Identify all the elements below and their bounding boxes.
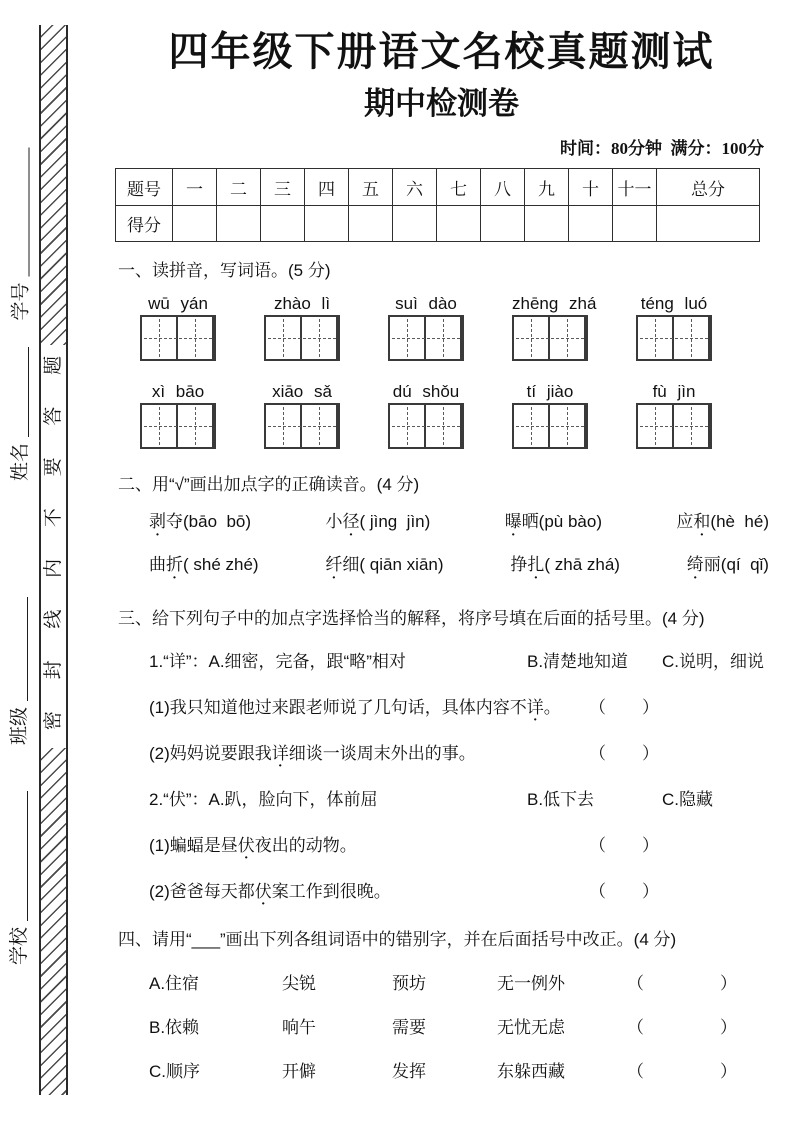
score-value-row bbox=[116, 205, 759, 241]
dotted-char: 伏 bbox=[254, 882, 272, 901]
word-group bbox=[512, 381, 588, 449]
word-group bbox=[388, 293, 464, 361]
answer-bracket bbox=[627, 972, 737, 995]
word-item: B.依赖 bbox=[149, 1018, 200, 1037]
score-column-header: 三 bbox=[261, 169, 305, 205]
page-title: 四年级下册语文名校真题测试 bbox=[168, 29, 715, 74]
dotted-char: 详 bbox=[271, 744, 289, 763]
hatch-pattern-top bbox=[41, 25, 66, 345]
pronunciation-item bbox=[676, 510, 769, 534]
definition-option-b: B.低下去 bbox=[527, 790, 595, 809]
score-value-cell bbox=[393, 206, 437, 241]
word-item: 无忧无虑 bbox=[497, 1018, 565, 1037]
pronunciation-item bbox=[325, 510, 430, 534]
writing-grid bbox=[512, 315, 588, 361]
pronunciation-choice-area bbox=[115, 510, 768, 577]
writing-grid bbox=[264, 315, 340, 361]
word-group bbox=[264, 293, 340, 361]
writing-grid bbox=[388, 403, 464, 449]
dotted-char: 折 bbox=[166, 555, 183, 574]
score-column-header: 七 bbox=[437, 169, 481, 205]
writing-grid bbox=[636, 315, 712, 361]
word-group bbox=[512, 293, 597, 361]
writing-grid bbox=[512, 403, 588, 449]
word-group bbox=[636, 381, 712, 449]
score-column-header: 总分 bbox=[691, 179, 725, 199]
sentence-text: 晒(pù bào) bbox=[521, 512, 603, 531]
exam-meta: 时间：80分钟 满分：100分 bbox=[560, 139, 764, 158]
pronunciation-item bbox=[687, 553, 769, 577]
definition-option-c: C.隐藏 bbox=[662, 790, 713, 809]
sentence-text: 细( qiān xiān) bbox=[342, 555, 444, 574]
typo-row bbox=[149, 1016, 768, 1039]
sentence-text: 。 bbox=[543, 698, 561, 717]
section1-heading: 一、读拼音，写词语。(5 分) bbox=[118, 261, 331, 280]
definition-sentence-row bbox=[149, 880, 768, 903]
answer-bracket bbox=[589, 696, 659, 719]
definition-option-a: 1.“详”：A.细密，完备，跟“略”相对 bbox=[149, 652, 406, 671]
pinyin-label: xiāo sǎ bbox=[272, 382, 332, 401]
word-item: 需要 bbox=[392, 1018, 426, 1037]
score-value-cell bbox=[657, 206, 759, 241]
pinyin-label: suì dào bbox=[395, 294, 457, 313]
word-item: 发挥 bbox=[392, 1062, 426, 1081]
typo-correction-area bbox=[115, 972, 768, 1083]
dotted-char: 曝 bbox=[504, 512, 522, 531]
section3-heading: 三、给下列句子中的加点字选择恰当的解释，将序号填在后面的括号里。(4 分) bbox=[118, 609, 705, 628]
writing-grid bbox=[636, 403, 712, 449]
grid-dashed-midline bbox=[640, 426, 708, 427]
definition-choice-area bbox=[115, 650, 768, 903]
writing-grid bbox=[388, 315, 464, 361]
pronunciation-row bbox=[149, 553, 769, 577]
score-value-cell bbox=[217, 206, 261, 241]
bracket-close: ） bbox=[720, 974, 737, 993]
definition-sentence bbox=[149, 880, 589, 903]
score-corner-cell: 题号 bbox=[116, 169, 173, 205]
pronunciation-item bbox=[149, 553, 259, 577]
score-header-row bbox=[116, 169, 759, 205]
grid-dashed-midline bbox=[144, 426, 212, 427]
grid-dashed-midline bbox=[516, 426, 584, 427]
score-value-cell bbox=[261, 206, 305, 241]
dotted-char: 剥 bbox=[149, 512, 166, 531]
definition-lead bbox=[149, 650, 768, 673]
bracket-open: （ bbox=[627, 974, 644, 993]
pronunciation-item bbox=[505, 510, 602, 534]
word-group bbox=[264, 381, 340, 449]
answer-bracket bbox=[589, 834, 659, 857]
definition-sentence bbox=[149, 834, 589, 857]
score-value-cell bbox=[569, 206, 613, 241]
pinyin-label: zhēng zhá bbox=[512, 294, 597, 313]
hatch-pattern-bottom bbox=[41, 748, 66, 1095]
score-value-cell bbox=[349, 206, 393, 241]
word-item: 无一例外 bbox=[497, 974, 565, 993]
word-item: 尖锐 bbox=[282, 974, 316, 993]
sentence-text: 丽(qí qǐ) bbox=[703, 555, 769, 574]
score-column-header: 十 bbox=[569, 169, 613, 205]
pinyin-grid-row bbox=[140, 381, 712, 449]
bracket-open: （ bbox=[627, 1062, 644, 1081]
field-label-name: 姓名 bbox=[10, 442, 31, 481]
pinyin-label: wū yán bbox=[148, 294, 208, 313]
score-column-header: 八 bbox=[481, 169, 525, 205]
sentence-text: 小 bbox=[325, 512, 343, 531]
field-label-school: 学校 bbox=[9, 926, 30, 965]
bracket-close: ） bbox=[642, 744, 659, 763]
field-label-student-number: 学号 bbox=[10, 282, 32, 321]
score-value-cell bbox=[437, 206, 481, 241]
student-number-field bbox=[8, 146, 34, 321]
sentence-text: (1)我只知道他过来跟老师说了几句话，具体内容不 bbox=[149, 698, 527, 717]
score-column-header: 五 bbox=[349, 169, 393, 205]
page-subtitle: 期中检测卷 bbox=[364, 86, 519, 121]
pronunciation-item bbox=[149, 510, 251, 534]
dotted-char: 径 bbox=[342, 512, 360, 531]
bracket-open: （ bbox=[589, 698, 606, 717]
bracket-close: ） bbox=[720, 1062, 737, 1081]
pinyin-label: téng luó bbox=[640, 294, 708, 313]
score-table bbox=[115, 168, 760, 242]
sentence-text: ( zhā zhá) bbox=[544, 555, 620, 574]
word-group bbox=[636, 293, 712, 361]
bracket-close: ） bbox=[642, 836, 659, 855]
writing-grid bbox=[264, 403, 340, 449]
bracket-open: （ bbox=[589, 882, 606, 901]
definition-sentence-row bbox=[149, 696, 768, 719]
sentence-text: (hè hé) bbox=[710, 512, 769, 531]
word-item: A.住宿 bbox=[149, 974, 200, 993]
grid-dashed-midline bbox=[516, 338, 584, 339]
main-content bbox=[115, 0, 768, 1083]
word-item: 开僻 bbox=[282, 1062, 316, 1081]
dotted-char: 绮 bbox=[686, 555, 704, 574]
score-value-cell bbox=[305, 206, 349, 241]
grid-dashed-midline bbox=[268, 426, 336, 427]
grid-dashed-midline bbox=[640, 338, 708, 339]
sentence-text: 细谈一谈周末外出的事。 bbox=[288, 744, 476, 763]
school-field bbox=[6, 789, 32, 965]
word-item: 响午 bbox=[282, 1018, 316, 1037]
definition-sentence-row bbox=[149, 834, 768, 857]
score-column-header: 十一 bbox=[613, 169, 657, 205]
pinyin-label: tí jiào bbox=[526, 382, 574, 401]
section2-heading: 二、用“√”画出加点字的正确读音。(4 分) bbox=[118, 475, 420, 494]
word-group bbox=[140, 293, 216, 361]
dotted-char: 纤 bbox=[325, 555, 343, 574]
definition-sentence-row bbox=[149, 742, 768, 765]
score-column-header: 一 bbox=[173, 169, 217, 205]
pinyin-label: zhào lì bbox=[273, 294, 331, 313]
section4-heading: 四、请用“___”画出下列各组词语中的错别字，并在后面括号中改正。(4 分) bbox=[118, 930, 677, 949]
writing-grid bbox=[140, 315, 216, 361]
sentence-text: 案工作到很晚。 bbox=[271, 882, 391, 901]
score-value-cell bbox=[613, 206, 657, 241]
pronunciation-item bbox=[510, 553, 620, 577]
pronunciation-item bbox=[325, 553, 443, 577]
score-value-cell bbox=[173, 206, 217, 241]
field-label-class: 班级 bbox=[9, 706, 30, 745]
score-column-header: 四 bbox=[305, 169, 349, 205]
definition-option-c: C.说明，细说 bbox=[662, 652, 764, 671]
dotted-char: 详 bbox=[526, 698, 544, 717]
grid-dashed-midline bbox=[144, 338, 212, 339]
field-blank-line bbox=[27, 791, 28, 921]
answer-bracket bbox=[589, 742, 659, 765]
word-item: 东躲西藏 bbox=[497, 1062, 565, 1081]
score-column-header: 六 bbox=[393, 169, 437, 205]
answer-bracket bbox=[589, 880, 659, 903]
word-group bbox=[388, 381, 464, 449]
score-value-cell bbox=[525, 206, 569, 241]
grid-dashed-midline bbox=[392, 338, 460, 339]
typo-row bbox=[149, 1060, 768, 1083]
typo-row bbox=[149, 972, 768, 995]
grid-dashed-midline bbox=[392, 426, 460, 427]
class-field bbox=[6, 595, 32, 745]
sentence-text: 夺(bāo bō) bbox=[166, 512, 252, 531]
sentence-text: 应 bbox=[676, 512, 694, 531]
word-item: 预坊 bbox=[392, 974, 426, 993]
pinyin-label: dú shǒu bbox=[392, 382, 460, 401]
name-field bbox=[7, 345, 33, 481]
sentence-text: ( jìng jìn) bbox=[359, 512, 431, 531]
dotted-char: 扎 bbox=[527, 555, 545, 574]
bracket-close: ） bbox=[642, 882, 659, 901]
bracket-close: ） bbox=[642, 698, 659, 717]
bracket-open: （ bbox=[589, 836, 606, 855]
dotted-char: 伏 bbox=[237, 836, 255, 855]
definition-option-a: 2.“伏”：A.趴，脸向下，体前屈 bbox=[149, 790, 378, 809]
grid-dashed-midline bbox=[268, 338, 336, 339]
sentence-text: (2)爸爸每天都 bbox=[149, 882, 255, 901]
score-column-header: 二 bbox=[217, 169, 261, 205]
definition-sentence bbox=[149, 696, 589, 719]
dotted-char: 和 bbox=[693, 512, 711, 531]
answer-bracket bbox=[627, 1016, 737, 1039]
pinyin-writing-area bbox=[115, 293, 768, 449]
definition-option-b: B.清楚地知道 bbox=[527, 652, 629, 671]
field-blank-line bbox=[27, 597, 28, 701]
score-row-label: 得分 bbox=[116, 206, 173, 241]
pinyin-label: xì bāo bbox=[151, 382, 205, 401]
sentence-text: 夜出的动物。 bbox=[254, 836, 357, 855]
sentence-text: (1)蝙蝠是昼 bbox=[149, 836, 238, 855]
pinyin-grid-row bbox=[140, 293, 712, 361]
sentence-text: ( shé zhé) bbox=[183, 555, 259, 574]
word-group bbox=[140, 381, 216, 449]
definition-sentence bbox=[149, 742, 589, 765]
pronunciation-row bbox=[149, 510, 769, 534]
answer-bracket bbox=[627, 1060, 737, 1083]
pinyin-label: fù jìn bbox=[652, 382, 696, 401]
bracket-open: （ bbox=[627, 1018, 644, 1037]
word-item: C.顺序 bbox=[149, 1062, 200, 1081]
seal-line-text: 密 封 线 内 不 要 答 题 bbox=[43, 355, 64, 731]
definition-lead bbox=[149, 788, 768, 811]
sentence-text: (2)妈妈说要跟我 bbox=[149, 744, 272, 763]
sentence-text: 挣 bbox=[510, 555, 528, 574]
bracket-close: ） bbox=[720, 1018, 737, 1037]
sentence-text: 曲 bbox=[149, 555, 166, 574]
score-column-header: 九 bbox=[525, 169, 569, 205]
writing-grid bbox=[140, 403, 216, 449]
field-blank-line bbox=[28, 347, 29, 437]
field-blank-line bbox=[29, 148, 30, 277]
bracket-open: （ bbox=[589, 744, 606, 763]
score-value-cell bbox=[481, 206, 525, 241]
